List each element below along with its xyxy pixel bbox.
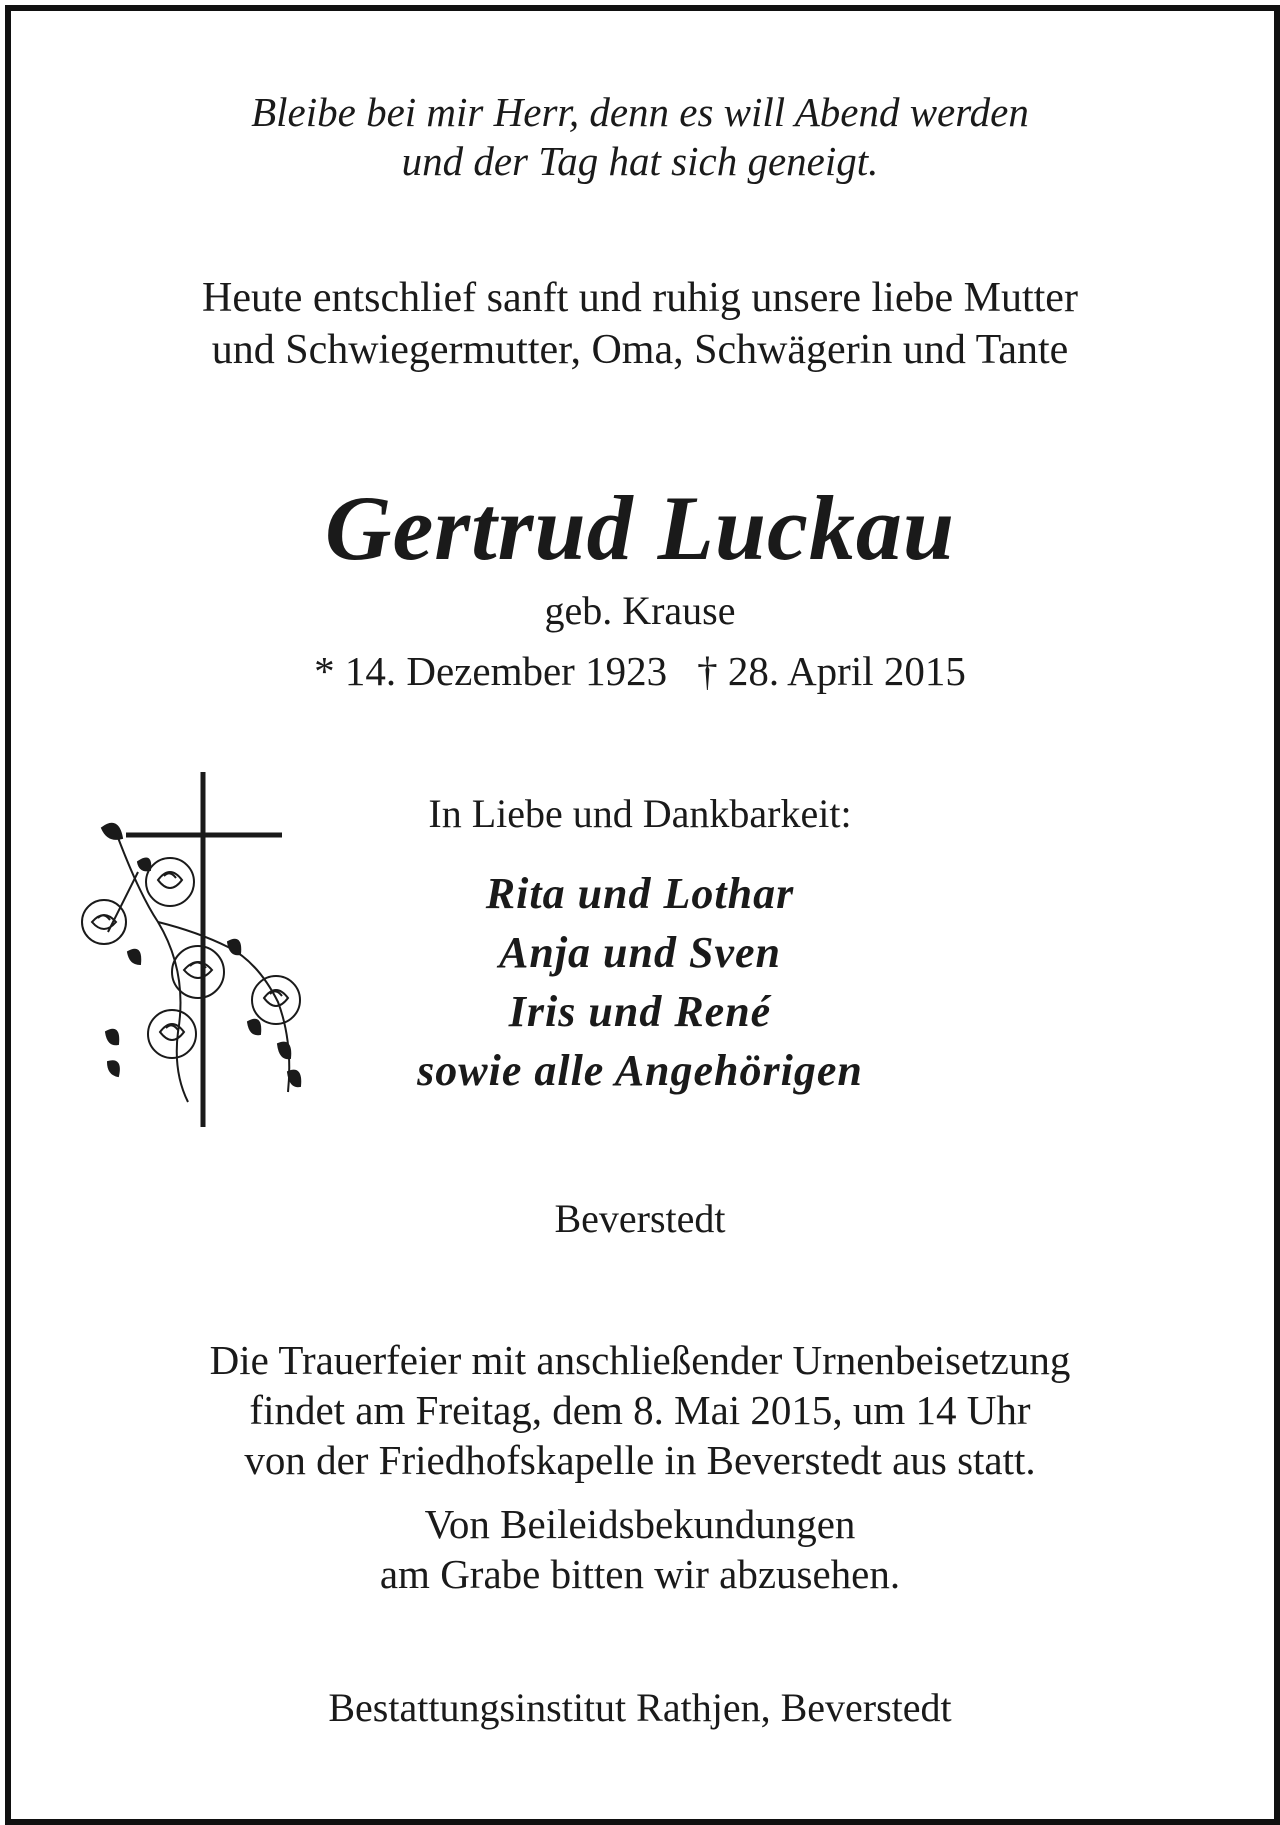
mourner-name: Iris und René xyxy=(508,987,772,1036)
mourner-name: sowie alle Angehörigen xyxy=(417,1046,863,1095)
service-line-1: Die Trauerfeier mit anschließender Urnenbeisetzung xyxy=(209,1337,1071,1383)
funeral-service-text xyxy=(0,1336,1280,1486)
deceased-name: Gertrud Luckau xyxy=(325,477,955,579)
mourners-list xyxy=(140,868,1140,1104)
life-dates xyxy=(0,647,1280,696)
intro-line-1: Heute entschlief sanft und ruhig unsere liebe Mutter xyxy=(202,275,1078,321)
bible-quote xyxy=(0,88,1280,186)
condolence-note xyxy=(0,1500,1280,1600)
condolence-line-1: Von Beileidsbekundungen xyxy=(424,1501,856,1547)
intro-text xyxy=(0,273,1280,377)
mourner-name: Rita und Lothar xyxy=(485,869,795,918)
mourners-heading: In Liebe und Dankbarkeit: xyxy=(428,791,852,836)
undertaker-name: Bestattungsinstitut Rathjen, Beverstedt xyxy=(328,1685,952,1730)
death-date: † 28. April 2015 xyxy=(697,648,966,694)
service-line-2: findet am Freitag, dem 8. Mai 2015, um 14 Uhr xyxy=(249,1387,1031,1433)
mourner-name: Anja und Sven xyxy=(499,928,781,977)
place-name: Beverstedt xyxy=(554,1196,726,1241)
quote-line-1: Bleibe bei mir Herr, denn es will Abend werden xyxy=(251,89,1029,135)
intro-line-2: und Schwiegermutter, Oma, Schwägerin und Tante xyxy=(211,327,1069,373)
birth-date: * 14. Dezember 1923 xyxy=(314,648,668,694)
service-line-3: von der Friedhofskapelle in Beverstedt aus statt. xyxy=(244,1437,1036,1483)
birth-name: geb. Krause xyxy=(544,588,736,633)
quote-line-2: und der Tag hat sich geneigt. xyxy=(401,138,879,184)
condolence-line-2: am Grabe bitten wir abzusehen. xyxy=(379,1551,901,1597)
